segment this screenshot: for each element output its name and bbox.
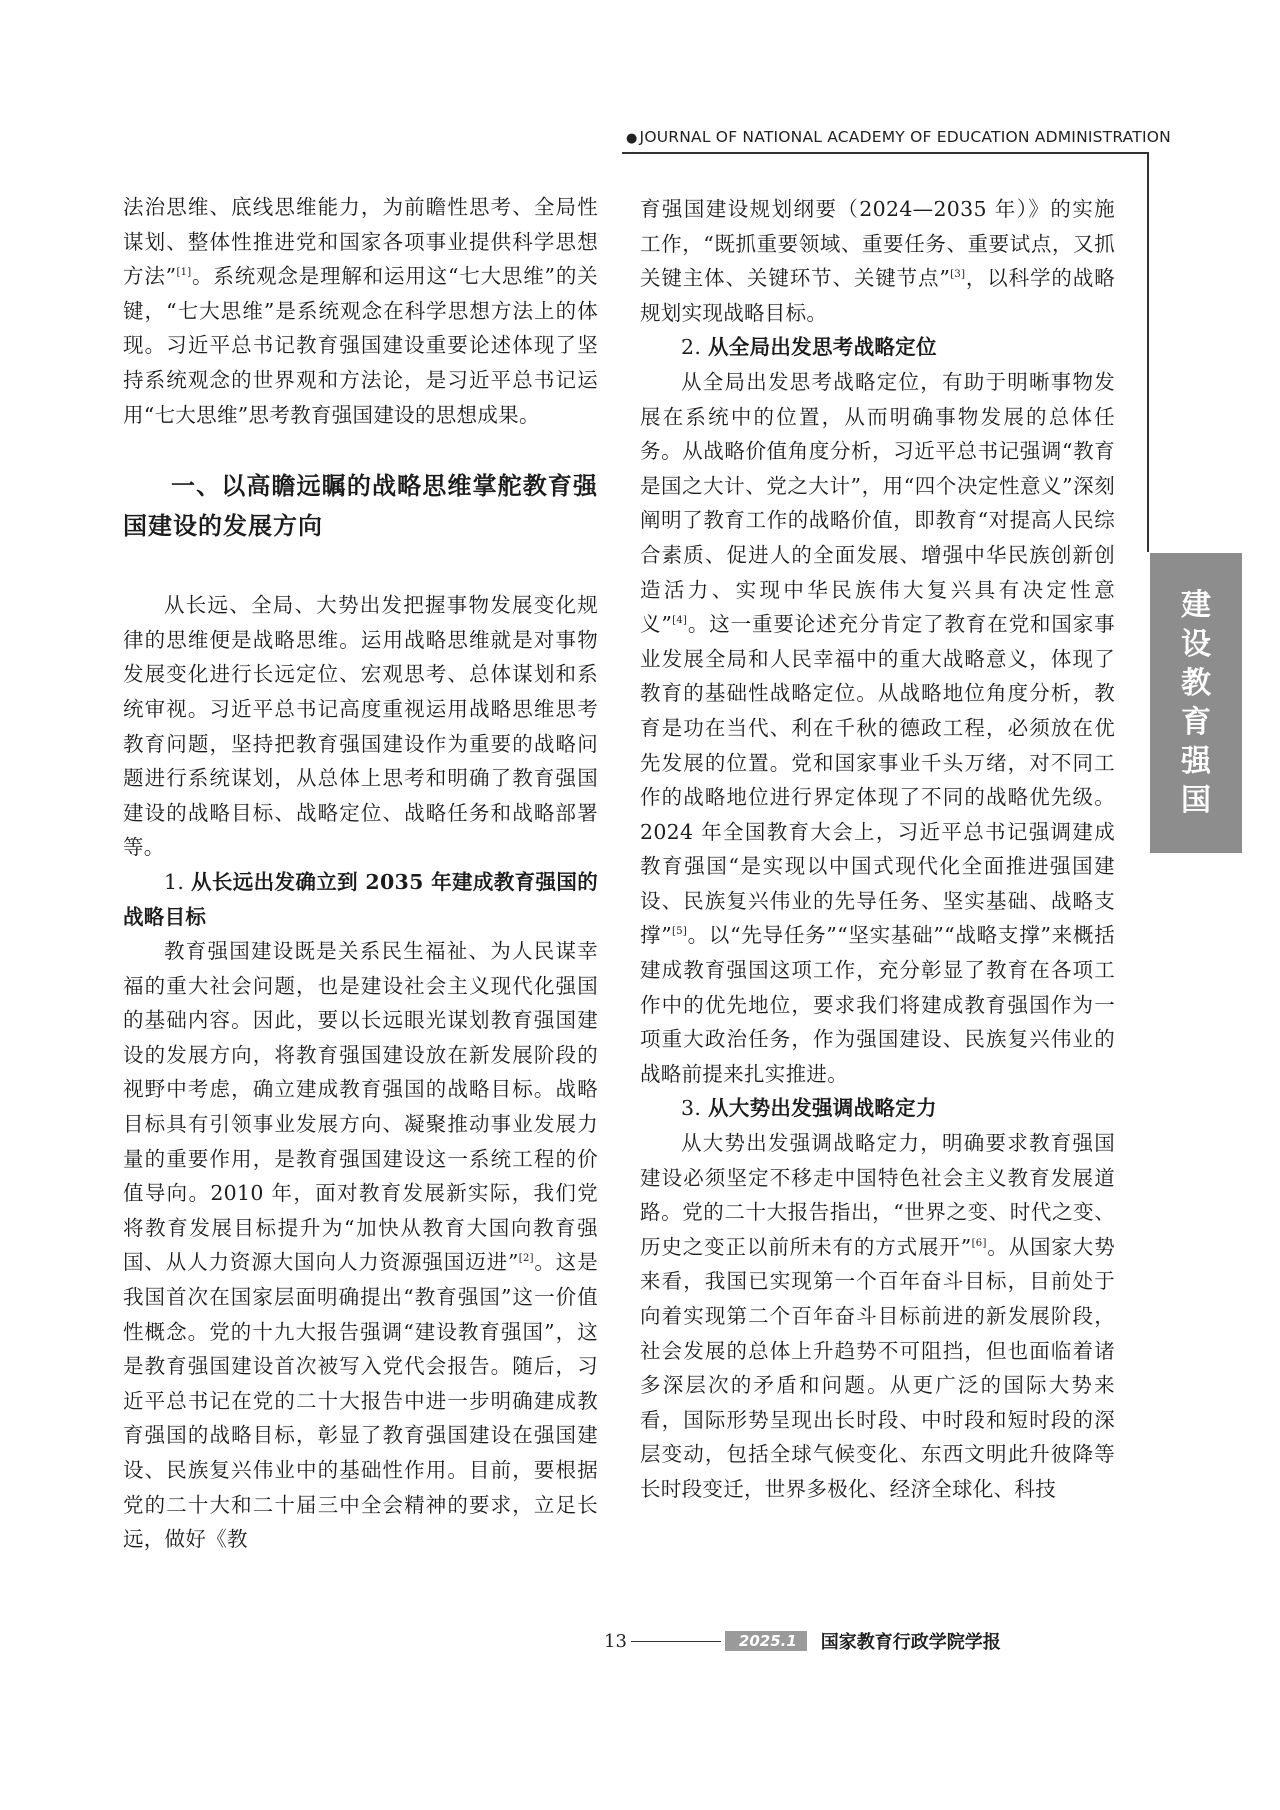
paragraph-text: 。以“先导任务”“坚实基础”“战略支撑”来概括建成教育强国这项工作，充分彰显了教育在各项工作中的优先地位，要求我们将建成教育强国作为一项重大政治任务，作为强国建设、民族复兴伟业的战略前提来扎实推进。 bbox=[640, 923, 1115, 1086]
left-column bbox=[123, 190, 598, 1557]
side-tab-char: 育 bbox=[1181, 705, 1211, 740]
journal-header bbox=[626, 128, 1171, 146]
citation-ref: [6] bbox=[971, 1237, 987, 1249]
sub-heading-title: 从大势出发强调战略定力 bbox=[707, 1096, 937, 1121]
paragraph-text: 。系统观念是理解和运用这“七大思维”的关键，“七大思维”是系统观念在科学思想方法上的体现。习近平总书记教育强国建设重要论述体现了坚持系统观念的世界观和方法论，是习近平总书记运用“七大思维”思考教育强国建设的思想成果。 bbox=[123, 264, 598, 427]
citation-ref: [3] bbox=[950, 269, 966, 281]
sub-heading bbox=[123, 865, 598, 934]
sub-heading-number: 1. bbox=[164, 869, 192, 894]
header-rule bbox=[622, 152, 1148, 154]
page-number: 13 bbox=[604, 1630, 627, 1652]
sub-heading bbox=[640, 330, 1115, 365]
citation-ref: [4] bbox=[672, 615, 688, 627]
journal-name-en: JOURNAL OF NATIONAL ACADEMY OF EDUCATION ADMINISTRATION bbox=[639, 128, 1171, 146]
paragraph-text: 育强国建设规划纲要（2024—2035 年）》的实施工作，“既抓重要领域、重要任务、重要试点，又抓关键主体、关键环节、关键节点” bbox=[640, 197, 1115, 291]
paragraph bbox=[123, 190, 598, 432]
side-tab-char: 设 bbox=[1181, 627, 1211, 662]
header-bullet-icon: ● bbox=[626, 131, 638, 146]
journal-name-cn: 国家教育行政学院学报 bbox=[820, 1632, 1001, 1653]
paragraph-text: 。从国家大势来看，我国已实现第一个百年奋斗目标，目前处于向着实现第二个百年奋斗目标前进的新发展阶段，社会发展的总体上升趋势不可阻挡，但也面临着诸多深层次的矛盾和问题。从更广泛的国际大势来看，国际形势呈现出长时段、中时段和短时段的深层变动，包括全球气候变化、东西文明此升彼降等长时段变迁，世界多极化、经济全球化、科技 bbox=[640, 1234, 1115, 1501]
issue-badge: 2025.1 bbox=[725, 1631, 807, 1651]
paragraph-text: 从大势出发强调战略定力，明确要求教育强国建设必须坚定不移走中国特色社会主义教育发展道路。党的二十大报告指出，“世界之变、时代之变、历史之变正以前所未有的方式展开” bbox=[640, 1131, 1115, 1259]
right-column bbox=[640, 192, 1115, 1507]
paragraph-text: 从全局出发思考战略定位，有助于明晰事物发展在系统中的位置，从而明确事物发展的总体任务。从战略价值角度分析，习近平总书记强调“教育是国之大计、党之大计”，用“四个决定性意义”深刻阐明了教育工作的战略价值，即教育“对提高人民综合素质、促进人的全面发展、增强中华民族创新创造活力、实现中华民族伟大复兴具有决定性意义” bbox=[640, 369, 1115, 637]
paragraph bbox=[640, 1126, 1115, 1507]
citation-ref: [5] bbox=[672, 926, 688, 938]
paragraph-text: 。这一重要论述充分肯定了教育在党和国家事业发展全局和人民幸福中的重大战略意义，体现了教育的基础性战略定位。从战略地位角度分析，教育是功在当代、利在千秋的德政工程，必须放在优先发展的位置。党和国家事业千头万绪，对不同工作的战略地位进行界定体现了不同的战略优先级。2024 年全国教育大会上，习近平总书记强调建成教育强国“是实现以中国式现代化全面推进强国建设、民族复兴伟业的先导任务、坚实基础、战略支撑” bbox=[640, 612, 1115, 948]
citation-ref: [1] bbox=[176, 267, 192, 279]
paragraph bbox=[640, 365, 1115, 1091]
side-tab-char: 国 bbox=[1181, 783, 1211, 818]
side-tab-char: 强 bbox=[1181, 744, 1211, 779]
paragraph-text: ，以科学的战略规划实现战略目标。 bbox=[640, 266, 1115, 325]
sub-heading-title: 从全局出发思考战略定位 bbox=[707, 335, 937, 360]
page-footer bbox=[604, 1626, 1001, 1656]
paragraph bbox=[640, 192, 1115, 330]
header-vertical-rule bbox=[1147, 152, 1149, 552]
section-heading: 一、以高瞻远瞩的战略思维掌舵教育强国建设的发展方向 bbox=[123, 472, 598, 541]
sub-heading-number: 2. bbox=[681, 335, 708, 360]
sub-heading-number: 3. bbox=[681, 1096, 708, 1121]
citation-ref: [2] bbox=[518, 1253, 534, 1265]
sub-heading-title: 从长远出发确立到 2035 年建成教育强国的战略目标 bbox=[123, 869, 598, 929]
paragraph bbox=[123, 934, 598, 1557]
paragraph-text: 教育强国建设既是关系民生福祉、为人民谋幸福的重大社会问题，也是建设社会主义现代化强国的基础内容。因此，要以长远眼光谋划教育强国建设的发展方向，将教育强国建设放在新发展阶段的视野中考虑，确立建成教育强国的战略目标。战略目标具有引领事业发展方向、凝聚推动事业发展力量的重要作用，是教育强国建设这一系统工程的价值导向。2010 年，面对教育发展新实际，我们党将教育发展目标提升为“加快从教育大国向教育强国、从人力资源大国向人力资源强国迈进” bbox=[123, 939, 598, 1275]
footer-rule bbox=[631, 1641, 721, 1642]
sub-heading bbox=[640, 1091, 1115, 1126]
section-side-tab bbox=[1150, 553, 1242, 853]
paragraph-text: 。这是我国首次在国家层面明确提出“教育强国”这一价值性概念。党的十九大报告强调“建设教育强国”，这是教育强国建设首次被写入党代会报告。随后，习近平总书记在党的二十大报告中进一步明确建成教育强国的战略目标，彰显了教育强国建设在强国建设、民族复兴伟业中的基础性作用。目前，要根据党的二十大和二十届三中全会精神的要求，立足长远，做好《教 bbox=[123, 1250, 598, 1552]
paragraph: 从长远、全局、大势出发把握事物发展变化规律的思维便是战略思维。运用战略思维就是对事物发展变化进行长远定位、宏观思考、总体谋划和系统审视。习近平总书记高度重视运用战略思维思考教育问题，坚持把教育强国建设作为重要的战略问题进行系统谋划，从总体上思考和明确了教育强国建设的战略目标、战略定位、战略任务和战略部署等。 bbox=[123, 593, 598, 860]
paragraph-text: 法治思维、底线思维能力，为前瞻性思考、全局性谋划、整体性推进党和国家各项事业提供科学思想方法” bbox=[123, 195, 598, 289]
side-tab-char: 建 bbox=[1181, 588, 1211, 623]
side-tab-char: 教 bbox=[1181, 666, 1211, 701]
